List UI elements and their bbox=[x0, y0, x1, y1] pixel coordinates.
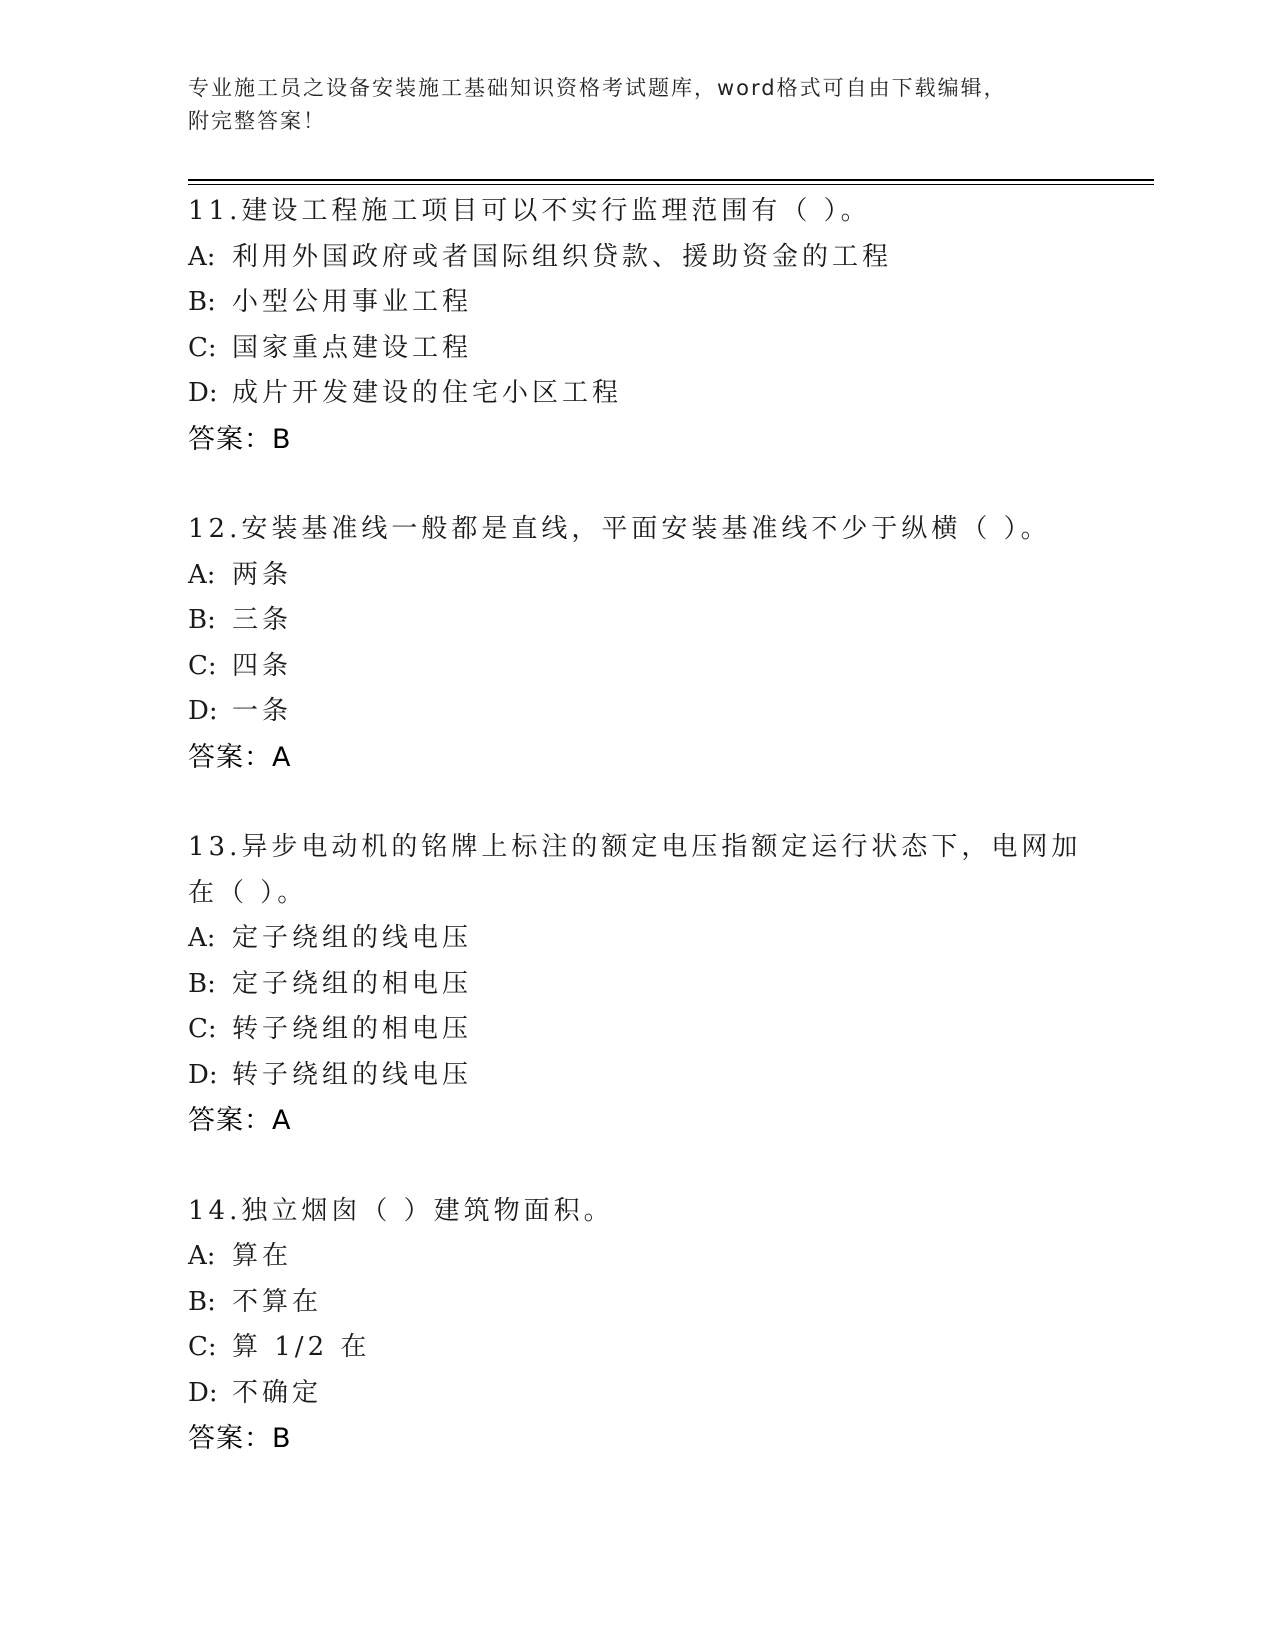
option-letter: D: bbox=[188, 1059, 218, 1090]
option-letter: A: bbox=[188, 559, 216, 590]
option-text: 不算在 bbox=[232, 1286, 323, 1317]
option-a bbox=[188, 553, 1088, 599]
option-letter: B: bbox=[188, 287, 216, 317]
answer-line: 答案：B bbox=[188, 1423, 292, 1454]
option-text: 转子绕组的线电压 bbox=[232, 1059, 473, 1090]
option-c bbox=[188, 644, 1088, 690]
option-letter: B: bbox=[188, 968, 216, 999]
option-text: 定子绕组的相电压 bbox=[232, 968, 473, 999]
question-stem: 12.安装基准线一般都是直线，平面安装基准线不少于纵横（ ）。 bbox=[188, 514, 1051, 544]
question-stem: 14.独立烟囱（ ）建筑物面积。 bbox=[188, 1195, 614, 1226]
option-letter: A: bbox=[188, 1241, 216, 1271]
option-d bbox=[188, 371, 1088, 417]
option-text: 一条 bbox=[232, 696, 293, 726]
option-d bbox=[188, 1371, 1088, 1417]
option-d bbox=[188, 1053, 1088, 1099]
question-13 bbox=[188, 825, 1088, 1144]
option-letter: A: bbox=[188, 241, 216, 272]
option-c bbox=[188, 1007, 1088, 1053]
answer-line: 答案：A bbox=[188, 741, 292, 773]
question-12 bbox=[188, 507, 1088, 780]
option-a bbox=[188, 1234, 1088, 1280]
answer-line: 答案：A bbox=[188, 1105, 292, 1136]
option-text: 算 1/2 在 bbox=[232, 1332, 371, 1362]
option-text: 小型公用事业工程 bbox=[232, 287, 473, 317]
option-letter: C: bbox=[188, 1014, 217, 1044]
header-divider-thin bbox=[188, 184, 1154, 185]
question-14 bbox=[188, 1189, 1088, 1462]
option-text: 利用外国政府或者国际组织贷款、援助资金的工程 bbox=[232, 241, 893, 272]
option-letter: B: bbox=[188, 605, 216, 635]
option-text: 国家重点建设工程 bbox=[232, 332, 473, 363]
option-text: 成片开发建设的住宅小区工程 bbox=[232, 378, 623, 408]
option-b bbox=[188, 280, 1088, 326]
header-divider-thick bbox=[188, 179, 1154, 181]
option-c bbox=[188, 1325, 1088, 1371]
option-text: 两条 bbox=[232, 559, 293, 590]
option-letter: C: bbox=[188, 1332, 217, 1362]
option-c bbox=[188, 326, 1088, 372]
option-letter: A: bbox=[188, 923, 216, 953]
question-stem: 11.建设工程施工项目可以不实行监理范围有（ ）。 bbox=[188, 196, 871, 226]
header-line-2: 附完整答案！ bbox=[188, 109, 326, 133]
option-letter: C: bbox=[188, 332, 217, 363]
option-text: 算在 bbox=[232, 1241, 293, 1271]
option-letter: C: bbox=[188, 650, 217, 681]
answer-line: 答案：B bbox=[188, 423, 292, 455]
option-a bbox=[188, 235, 1088, 281]
option-text: 四条 bbox=[232, 650, 293, 681]
question-list bbox=[188, 189, 1088, 1507]
option-text: 不确定 bbox=[232, 1377, 323, 1408]
option-b bbox=[188, 962, 1088, 1008]
header-line-1: 专业施工员之设备安装施工基础知识资格考试题库，word格式可自由下载编辑， bbox=[188, 76, 1007, 100]
option-letter: D: bbox=[188, 696, 218, 726]
document-header bbox=[188, 72, 1088, 138]
option-text: 定子绕组的线电压 bbox=[232, 923, 473, 953]
option-text: 三条 bbox=[232, 605, 293, 635]
option-d bbox=[188, 689, 1088, 735]
question-11 bbox=[188, 189, 1088, 462]
option-b bbox=[188, 598, 1088, 644]
option-letter: B: bbox=[188, 1286, 216, 1317]
question-stem: 13.异步电动机的铭牌上标注的额定电压指额定运行状态下，电网加在（ ）。 bbox=[188, 832, 1082, 908]
option-b bbox=[188, 1280, 1088, 1326]
option-letter: D: bbox=[188, 1377, 218, 1408]
option-letter: D: bbox=[188, 378, 218, 408]
option-a bbox=[188, 916, 1088, 962]
option-text: 转子绕组的相电压 bbox=[232, 1014, 473, 1044]
